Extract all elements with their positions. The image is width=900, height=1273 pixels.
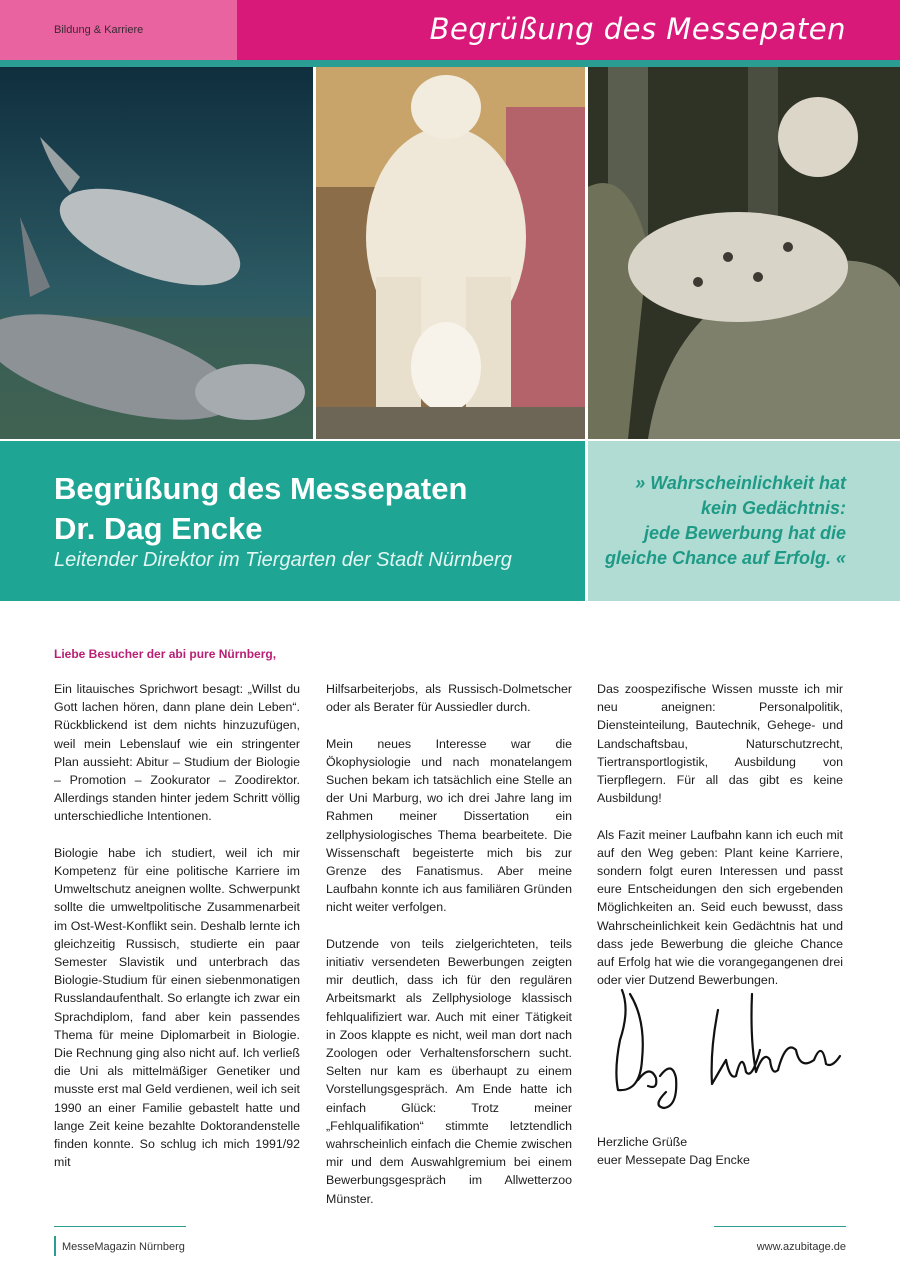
snow-leopard-photo	[588, 67, 900, 439]
article-title-line2: Dr. Dag Encke	[54, 511, 263, 546]
photo-row	[0, 67, 900, 439]
paragraph: Biologie habe ich studiert, weil ich mir Kompetenz für eine politische Karriere im Umweltschutz aneignen wollte. Schwerpunkt sollte die umweltpolitische Zusammenarbeit im Ost-West-Konflikt sein. Deshalb lernte ich gleichzeitig Russisch, studierte ein paar Semester Slavistik und unterbrach das Biologie-Studium für einen siebenmonatigen Russlandaufenthalt. So erlangte ich zwar ein Sprachdiplom, fand aber kein passendes Thema für meine Diplomarbeit in Biologie. Die Rechnung ging also nicht auf. Ich verließ die Uni als mittelmäßiger Genetiker und musste erst mal Geld verdienen, weil ich seit 1990 an einer Familie gebastelt hatte und lange Zeit keine bezahlte Doktorandenstelle finden konnte. So schlug ich mich 1991/92 mit	[54, 845, 300, 1170]
header-title-bar	[237, 0, 900, 60]
footer-publication: MesseMagazin Nürnberg	[62, 1241, 185, 1253]
greeting: Liebe Besucher der abi pure Nürnberg,	[54, 647, 277, 661]
section-label: Bildung & Karriere	[54, 24, 144, 36]
text-column-1	[54, 680, 300, 1190]
paragraph: Als Fazit meiner Laufbahn kann ich euch mit auf den Weg geben: Plant keine Karriere, sondern folgt euren Interessen und passt eure Entscheidungen den sich ergebenden Möglichkeiten an. Seid euch bewusst, dass Wahrscheinlichkeit kein Gedächtnis hat und dass jede Bewerbung die gleiche Chance auf Erfolg hat wie die vorangegangenen drei oder vier Dutzend Bewerbungen.	[597, 827, 843, 988]
closing-line-1: Herzliche Grüße	[597, 1135, 688, 1149]
section-label-bar	[0, 0, 237, 60]
quote-line-4: gleiche Chance auf Erfolg. «	[604, 548, 846, 568]
paragraph: Das zoospezifische Wissen musste ich mir neu aneignen: Personalpolitik, Diensteinteilung, Bautechnik, Gehege- und Landschaftsbau, Naturschutzrecht, Tiertransportlogistik, Ausbildung von Tierpflegern. Für all das gibt es keine Ausbildung!	[597, 682, 843, 806]
closing	[597, 1133, 750, 1169]
closing-line-2: euer Messepate Dag Encke	[597, 1153, 750, 1168]
handwritten-signature	[600, 980, 850, 1110]
footer-divider-left	[54, 1226, 186, 1227]
polar-bears-photo	[316, 67, 585, 439]
article-title-line1: Begrüßung des Messepaten	[54, 471, 468, 506]
footer-accent-bar	[54, 1236, 56, 1256]
page-header	[0, 0, 900, 60]
paragraph: Mein neues Interesse war die Ökophysiologie und nach monatelangem Suchen bekam ich tatsächlich eine Stelle an der Uni Marburg, wo ich drei Jahre lang im Rahmen meiner Dissertation ein zellphysiologisches Thema bearbeitete. Die Wissenschaft begeisterte mich bis zur Grenze des Fanatismus. Aber meine Laufbahn konnte ich aus familiären Gründen nicht weiter verfolgen.	[326, 736, 572, 915]
dolphins-photo	[0, 67, 313, 439]
text-column-2	[326, 680, 572, 1226]
paragraph: Dutzende von teils zielgerichteten, teils initiativ versendeten Bewerbungen zeigten mir deutlich, dass ich für den regulären Arbeitsmarkt als Zellphysiologe klassisch fehlqualifiziert war. Auch mit einer Tätigkeit in Zoos klappte es nicht, weil man dort nach Zoologen oder Verhaltensforschern sucht. Selten nur kam es überhaupt zu einem Vorstellungsgespräch. Am Ende hatte ich einfach Glück: Trotz meiner „Fehlqualifikation“ stimmte letztendlich wahrscheinlich einfach die Chemie zwischen mir und dem Auswahlgremium bei einem Bewerbungsgespräch im Allwetterzoo Münster.	[326, 936, 572, 1206]
article-title	[54, 469, 467, 549]
quote-line-2: kein Gedächtnis:	[700, 498, 846, 518]
pull-quote	[586, 471, 846, 571]
header-title: Begrüßung des Messepaten	[429, 12, 846, 46]
footer-website: www.azubitage.de	[756, 1241, 846, 1253]
footer-divider-right	[714, 1226, 846, 1227]
header-divider	[0, 60, 900, 67]
quote-line-1: » Wahrscheinlichkeit hat	[635, 473, 846, 493]
article-subtitle: Leitender Direktor im Tiergarten der Stadt Nürnberg	[54, 549, 512, 571]
paragraph: Ein litauisches Sprichwort besagt: „Willst du Gott lachen hören, dann plane dein Leben“. Rückblickend ist dem nichts hinzuzufügen, weil mein Lebenslauf wie ein stringenter Plan aussieht: Abitur – Studium der Biologie – Promotion – Zookurator – Zoodirektor. Allerdings standen hinter jedem Schritt völlig unterschiedliche Intentionen.	[54, 682, 300, 824]
quote-line-3: jede Bewerbung hat die	[643, 523, 846, 543]
text-column-3	[597, 680, 843, 1008]
quote-band	[588, 441, 900, 601]
title-band	[0, 441, 585, 601]
paragraph: Hilfsarbeiterjobs, als Russisch-Dolmetscher oder als Berater für Aussiedler durch.	[326, 682, 572, 715]
